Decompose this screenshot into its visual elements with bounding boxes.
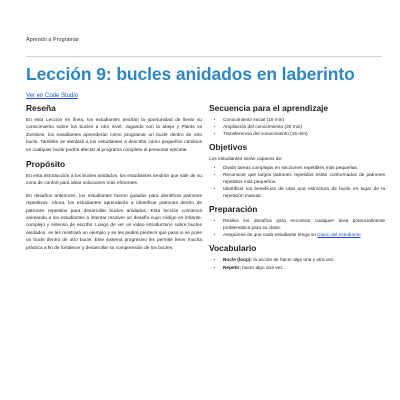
list-item: • Reconocer que largos patrones repetidos están conformados de patrones repetidos más pequeños.	[223, 172, 385, 186]
objetivos-section	[209, 142, 385, 200]
vocabulario-list	[209, 257, 385, 271]
objetivos-intro: Los estudiantes serán capaces de:	[209, 157, 283, 163]
vocab-definition: hacer algo otra vez.	[240, 265, 284, 271]
vocab-term: Bucle (loop):	[223, 258, 253, 264]
vocabulario-section	[209, 243, 385, 271]
proposito-paragraph-2: En desafíos anteriores, los estudiantes fueron guiados para identificar patrones repetitivos. Ahora, los estudiantes aprenderán a identificar patrones dentro de patrones repetidos para desarrollar bucles anidados. Esta lección comienza animando a los estudiantes a intentar resolver un desafío cuyo código es irritante, complejo y extenso de escribir. Luego de ver un video introductorio sobre bucles anidados, se les mostrará un ejemplo y se les pedirá predecir qué pasa si se pone un bucle dentro de otro bucle. Este sistema progresivo les permite tener mucha práctica a fin de fortalecer y desarrollar su comprensión de los bucles.	[26, 193, 202, 251]
proposito-section	[26, 159, 202, 252]
resena-section	[26, 103, 202, 154]
preparacion-heading: Preparación	[209, 204, 258, 215]
vocab-term: Repetir:	[223, 265, 241, 271]
preparacion-section	[209, 204, 385, 239]
vocabulario-heading: Vocabulario	[209, 243, 257, 254]
objetivos-list	[209, 165, 385, 200]
list-item: • Ampliación del conocimiento (30 min)	[223, 124, 385, 131]
student-journal-link[interactable]: Diario del estudiante	[317, 233, 361, 239]
secuencia-list	[209, 117, 385, 138]
left-column	[26, 103, 202, 257]
vocab-definition: la acción de hacer algo una y otra vez.	[252, 258, 335, 264]
right-column	[209, 103, 385, 276]
preparacion-item-end: .	[360, 233, 362, 239]
list-item	[223, 257, 385, 264]
page-title: Lección 9: bucles anidados en laberinto	[26, 64, 355, 84]
list-item: • Identificar los beneficios de usar una estructura de bucle en lugar de la repetición manual.	[223, 186, 385, 200]
preparacion-item-text: Asegúrese de que cada estudiante tenga su	[223, 233, 318, 239]
proposito-paragraph-1: En esta introducción a los bucles anidados, los estudiantes tendrán que salir de su zona de confort para idear soluciones más eficientes.	[26, 174, 202, 187]
list-item: • Transferencia del conocimiento (15 min)	[223, 131, 385, 138]
list-item: • Conocimiento inicial (10 min)	[223, 117, 385, 124]
proposito-heading: Propósito	[26, 159, 66, 170]
preparacion-list	[209, 218, 385, 239]
header-divider	[26, 56, 382, 57]
list-item: • Realice los desafíos para encontrar cualquier área potencialmente problemática para su clase.	[223, 218, 385, 232]
list-item	[223, 232, 385, 239]
resena-text: En esta Lección en línea, los estudiantes tendrán la oportunidad de llevar su conocimiento sobre los bucles a otro nivel. Jugando con la abeja y Plants vs Zombies, los estudiantes aprenderán cómo programar un bucle dentro de otro bucle. También se alentará a los estudiantes a describir cómo pequeños cambios en cualquier bucle podría afectar al programa completo al presionar ejecutar.	[26, 118, 202, 153]
page-header: Aprendo a Programar	[26, 37, 79, 43]
secuencia-heading: Secuencia para el aprendizaje	[209, 103, 329, 113]
list-item	[223, 265, 385, 272]
list-item: • Dividir tareas complejas en secciones repetibles más pequeñas.	[223, 165, 385, 172]
secuencia-section	[209, 103, 385, 138]
code-studio-link[interactable]: Ver en Code Studio	[26, 93, 79, 99]
resena-heading: Reseña	[26, 103, 56, 113]
objetivos-heading: Objetivos	[209, 142, 248, 153]
